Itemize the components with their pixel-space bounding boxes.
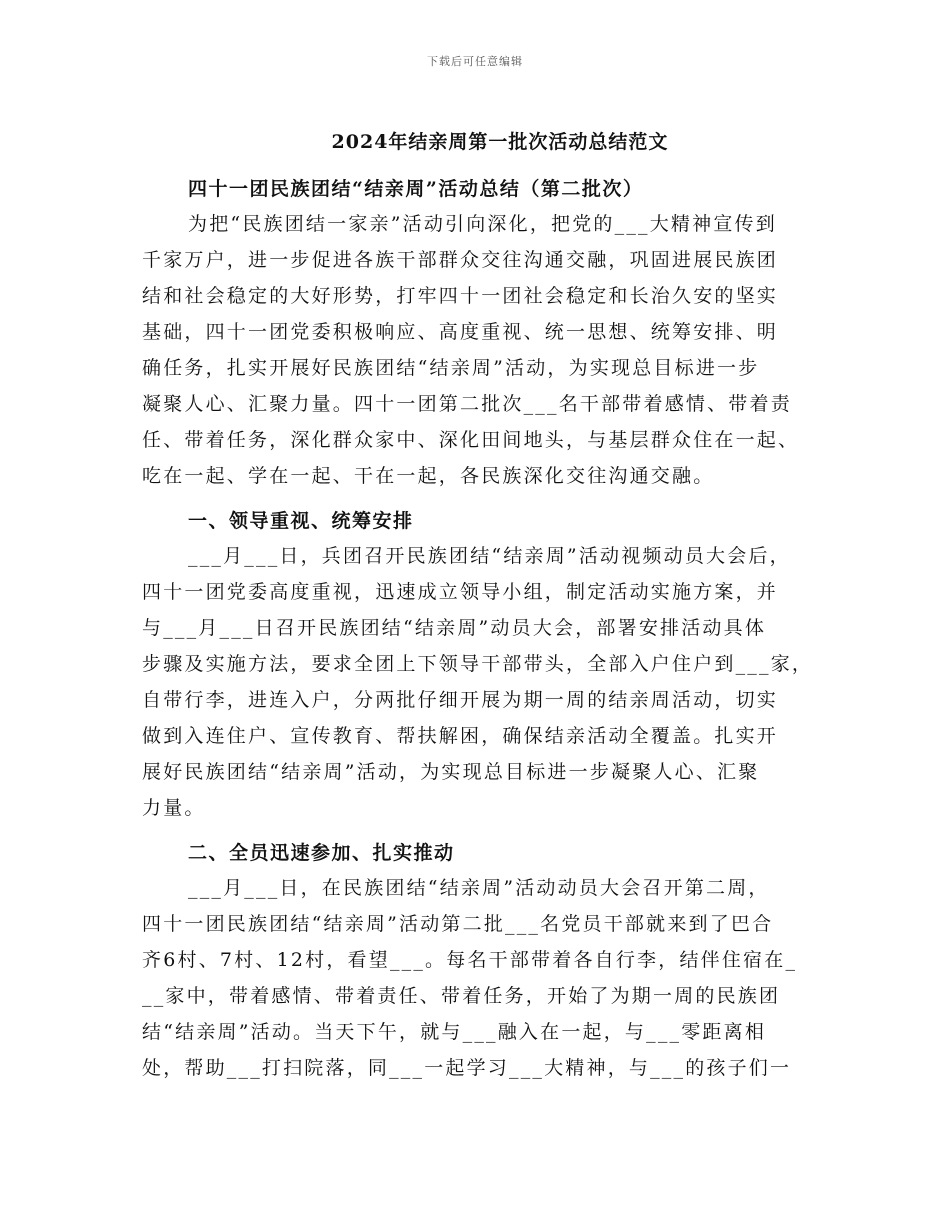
paragraph-line: 凝聚人心、汇聚力量。四十一团第二批次___名干部带着感情、带着责: [142, 393, 792, 415]
paragraph-line: 力量。: [142, 797, 206, 819]
paragraph-line: 齐6村、7村、12村，看望___。每名干部带着各自行李，结伴住宿在_: [142, 949, 798, 971]
paragraph-line: 吃在一起、学在一起、干在一起，各民族深化交往沟通交融。: [142, 465, 715, 487]
paragraph-line: 四十一团党委高度重视，迅速成立领导小组，制定活动实施方案，并: [142, 581, 779, 603]
paragraph-line: 为把“民族团结一家亲”活动引向深化，把党的___大精神宣传到: [188, 213, 777, 235]
paragraph-line: 确任务，扎实开展好民族团结“结亲周”活动，为实现总目标进一步: [142, 357, 760, 379]
section-heading-2: 二、全员迅速参加、扎实推动: [188, 842, 455, 864]
paragraph-line: 展好民族团结“结亲周”活动，为实现总目标进一步凝聚人心、汇聚: [142, 761, 760, 783]
paragraph-line: 四十一团民族团结“结亲周”活动第二批___名党员干部就来到了巴合: [142, 913, 774, 935]
paragraph-line: 结和社会稳定的大好形势，打牢四十一团社会稳定和长治久安的坚实: [142, 285, 779, 307]
paragraph-line: 基础，四十一团党委积极响应、高度重视、统一思想、统筹安排、明: [142, 321, 779, 343]
paragraph-line: ___月___日，兵团召开民族团结“结亲周”活动视频动员大会后，: [188, 545, 791, 567]
paragraph-line: 做到入连住户、宣传教育、帮扶解困，确保结亲活动全覆盖。扎实开: [142, 725, 779, 747]
page-title: 2024年结亲周第一批次活动总结范文: [331, 131, 669, 153]
paragraph-line: 与___月___日召开民族团结“结亲周”动员大会，部署安排活动具体: [142, 617, 767, 639]
paragraph-line: 自带行李，进连入户，分两批仔细开展为期一周的结亲周活动，切实: [142, 689, 779, 711]
paragraph-line: 结“结亲周”活动。当天下午，就与___融入在一起，与___零距离相: [142, 1021, 767, 1043]
paragraph-line: 步骤及实施方法，要求全团上下领导干部带头，全部入户住户到___家，: [142, 653, 814, 675]
document-subtitle: 四十一团民族团结“结亲周”活动总结（第二批次）: [188, 178, 644, 200]
paragraph-line: __家中，带着感情、带着责任、带着任务，开始了为期一周的民族团: [142, 985, 781, 1007]
paragraph-line: 处，帮助___打扫院落，同___一起学习___大精神，与___的孩子们一: [142, 1057, 792, 1079]
paragraph-line: 任、带着任务，深化群众家中、深化田间地头，与基层群众住在一起、: [142, 429, 800, 451]
section-heading-1: 一、领导重视、统筹安排: [188, 510, 414, 532]
paragraph-line: ___月___日，在民族团结“结亲周”活动动员大会召开第二周，: [188, 877, 770, 899]
header-note: 下载后可任意编辑: [427, 55, 523, 68]
paragraph-line: 千家万户，进一步促进各族干部群众交往沟通交融，巩固进展民族团: [142, 249, 779, 271]
